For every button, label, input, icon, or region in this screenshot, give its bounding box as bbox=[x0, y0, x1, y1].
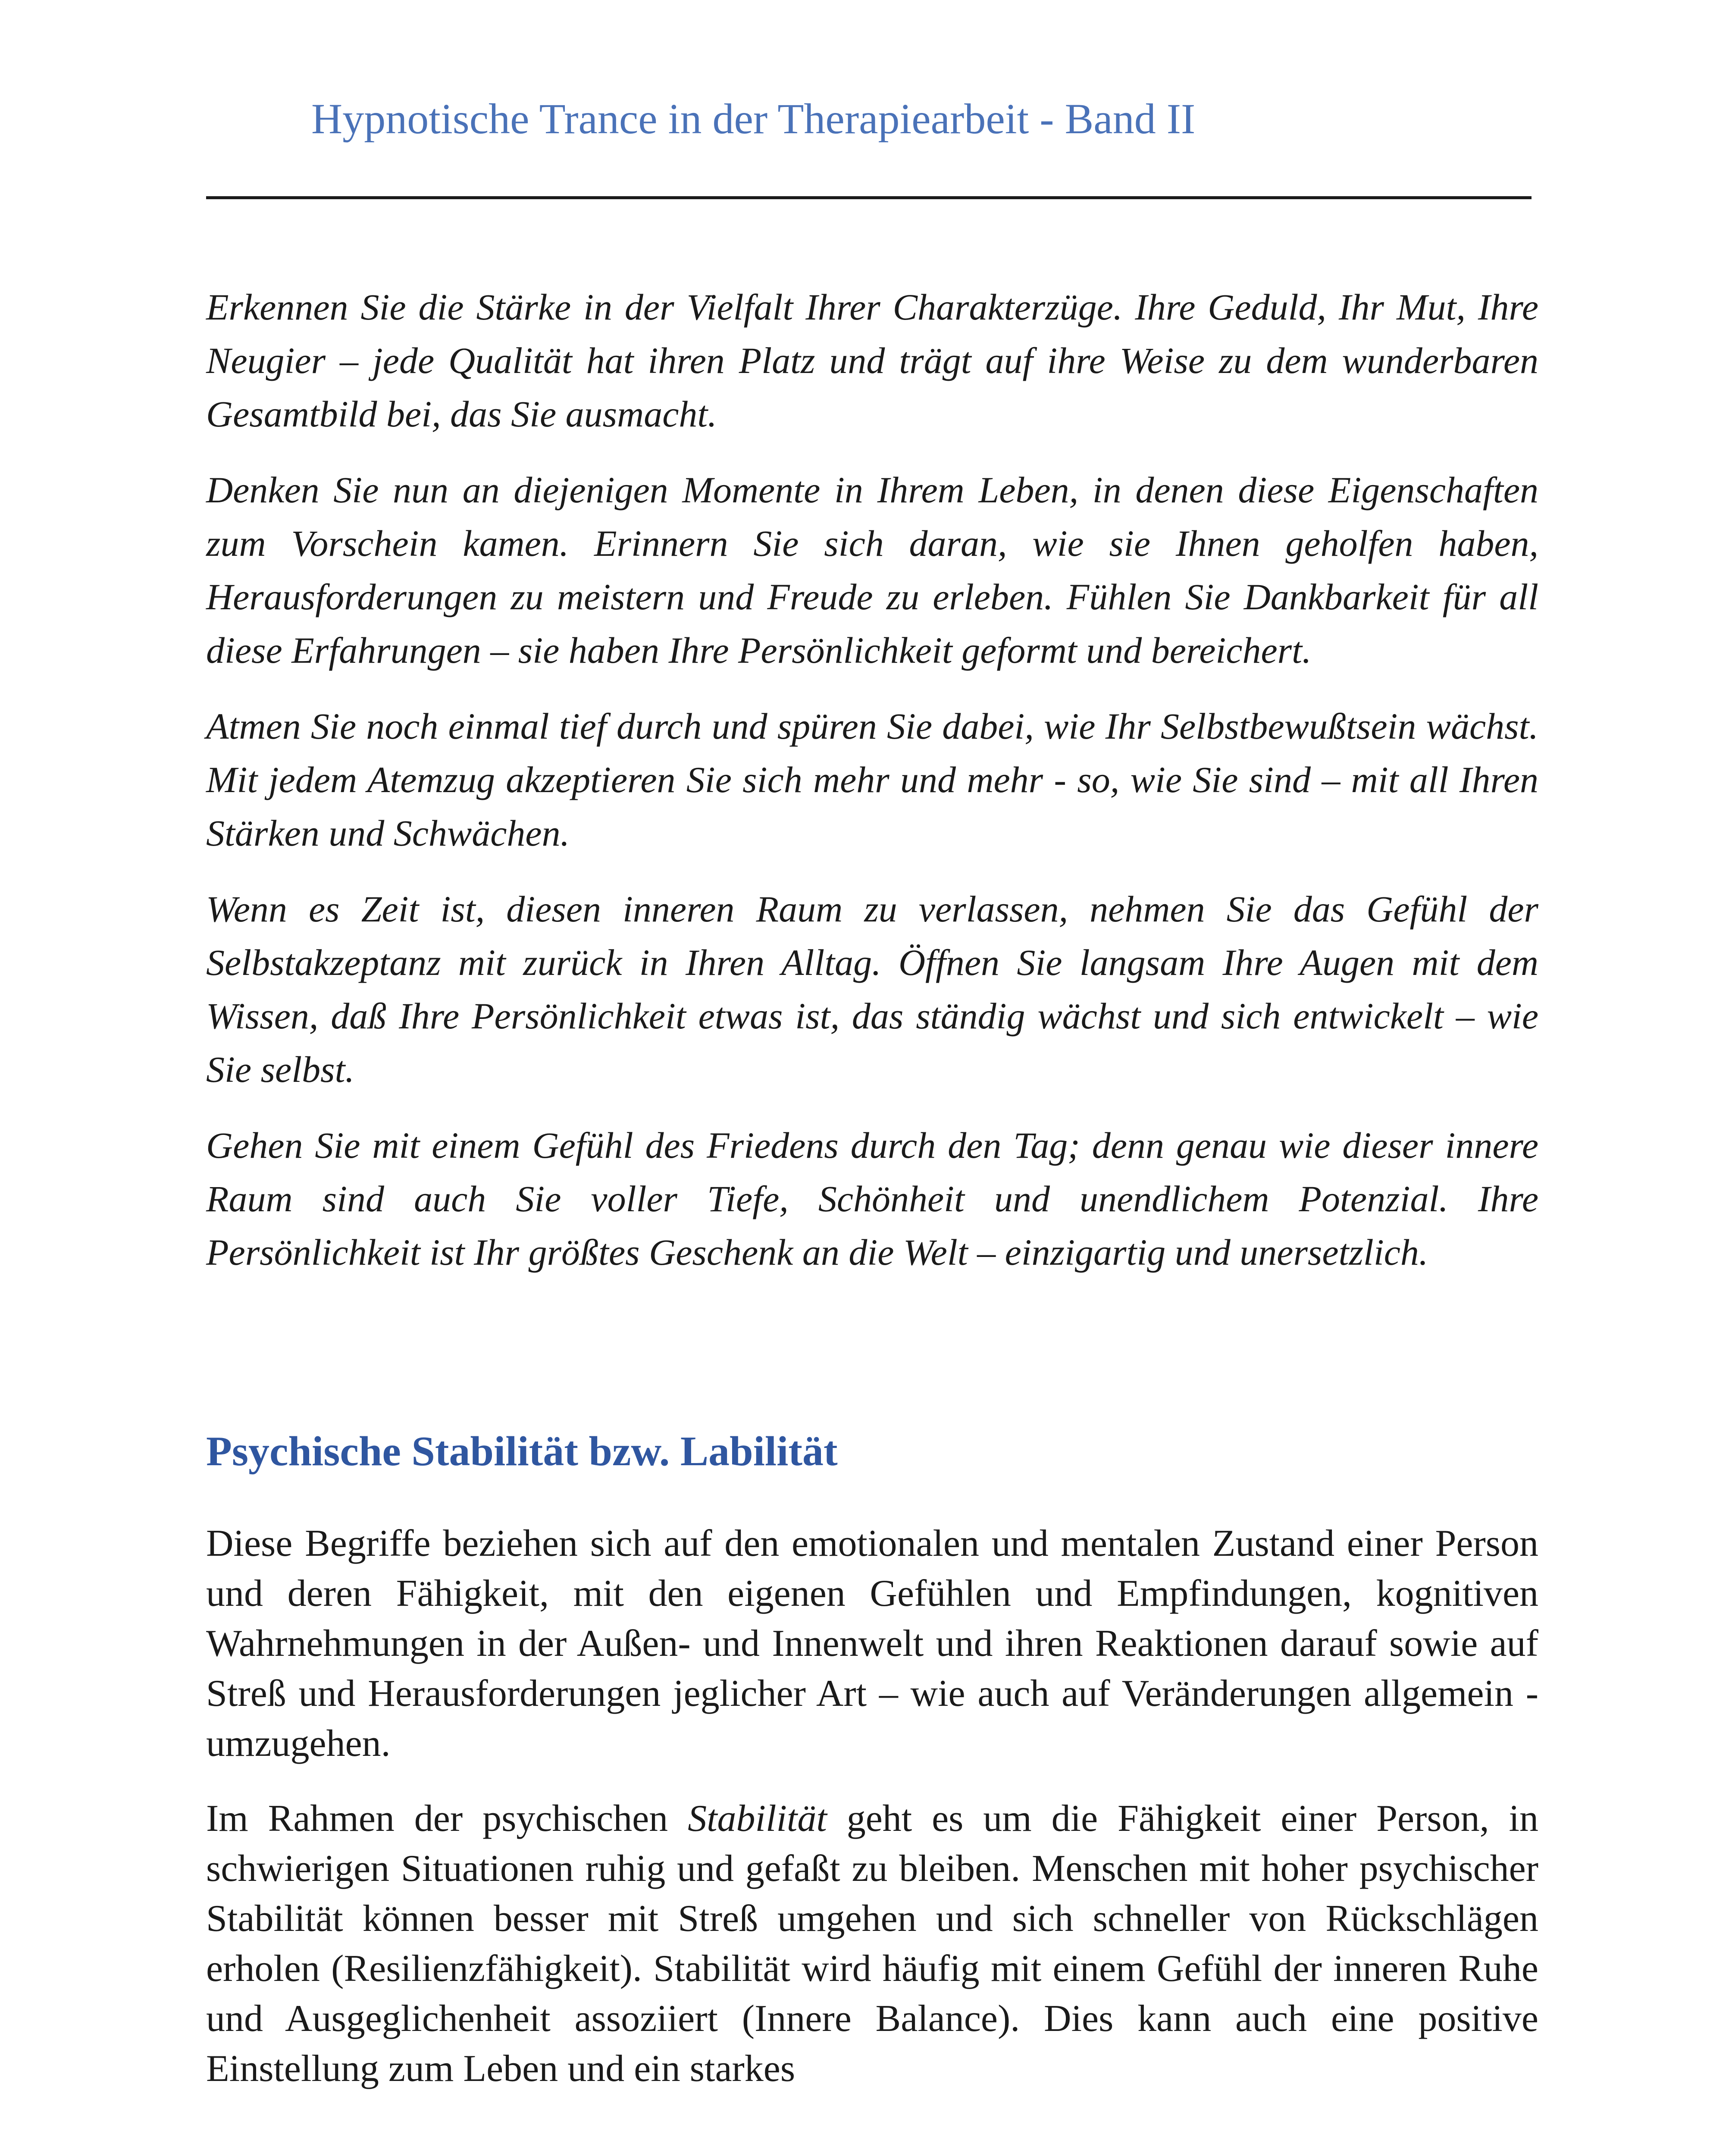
trance-paragraph-5: Gehen Sie mit einem Gefühl des Friedens durch den Tag; denn genau wie dieser innere Raum sind auch Sie voller Tiefe, Schönheit und unendlichem Potenzial. Ihre Persönlichkeit ist Ihr größtes Geschenk an die Welt – einzigartig und unersetzlich. bbox=[206, 1125, 1538, 1273]
running-header-title: Hypnotische Trance in der Therapiearbeit - Band II bbox=[311, 95, 1196, 143]
section-paragraph-1: Diese Begriffe beziehen sich auf den emotionalen und mentalen Zustand einer Person und deren Fähigkeit, mit den eigenen Gefühlen und Empfindungen, kognitiven Wahrnehmungen in der Außen- und Innenwelt und ihren Reaktionen darauf sowie auf Streß und Herausforderungen jeglicher Art – wie auch auf Veränderungen allgemein - umzugehen. bbox=[206, 1523, 1538, 1764]
section-heading: Psychische Stabilität bzw. Labilität bbox=[206, 1428, 838, 1475]
section-paragraph-2 bbox=[206, 1794, 1538, 2094]
trance-paragraph-3: Atmen Sie noch einmal tief durch und spüren Sie dabei, wie Ihr Selbstbewußtsein wächst. Mit jedem Atemzug akzeptieren Sie sich mehr und mehr - so, wie Sie sind – mit all Ihren Stärken und Schwächen. bbox=[206, 705, 1538, 854]
paragraph-2-rest: geht es um die Fähigkeit einer Person, in schwierigen Situationen ruhig und gefaßt zu bleiben. Menschen mit hoher psychischer Stabilität können besser mit Streß umgehen und sich schneller von Rückschlägen erholen (Resilienzfähigkeit). Stabilität wird häufig mit einem Gefühl der inneren Ruhe und Ausgeglichenheit assoziiert (Innere Balance). Dies kann auch eine positive Einstellung zum Leben und ein starkes bbox=[206, 1798, 1539, 2090]
paragraph-2-lead: Im Rahmen der psychischen bbox=[206, 1798, 688, 1839]
trance-paragraph-2: Denken Sie nun an diejenigen Momente in Ihrem Leben, in denen diese Eigenschaften zum Vorschein kamen. Erinnern Sie sich daran, wie sie Ihnen geholfen haben, Herausforderungen zu meistern und Freude zu erleben. Fühlen Sie Dankbarkeit für all diese Erfahrungen – sie haben Ihre Persönlichkeit geformt und bereichert. bbox=[206, 469, 1538, 671]
trance-paragraph-4: Wenn es Zeit ist, diesen inneren Raum zu verlassen, nehmen Sie das Gefühl der Selbstakzeptanz mit zurück in Ihren Alltag. Öffnen Sie langsam Ihre Augen mit dem Wissen, daß Ihre Persönlichkeit etwas ist, das ständig wächst und sich entwickelt – wie Sie selbst. bbox=[206, 888, 1538, 1090]
header-divider bbox=[206, 196, 1532, 199]
stability-emphasis: Stabilität bbox=[688, 1798, 827, 1839]
trance-paragraph-1: Erkennen Sie die Stärke in der Vielfalt Ihrer Charakterzüge. Ihre Geduld, Ihr Mut, Ihre Neugier – jede Qualität hat ihren Platz und trägt auf ihre Weise zu dem wunderbaren Gesamtbild bei, das Sie ausmacht. bbox=[206, 286, 1538, 435]
page-body bbox=[206, 280, 1538, 2119]
